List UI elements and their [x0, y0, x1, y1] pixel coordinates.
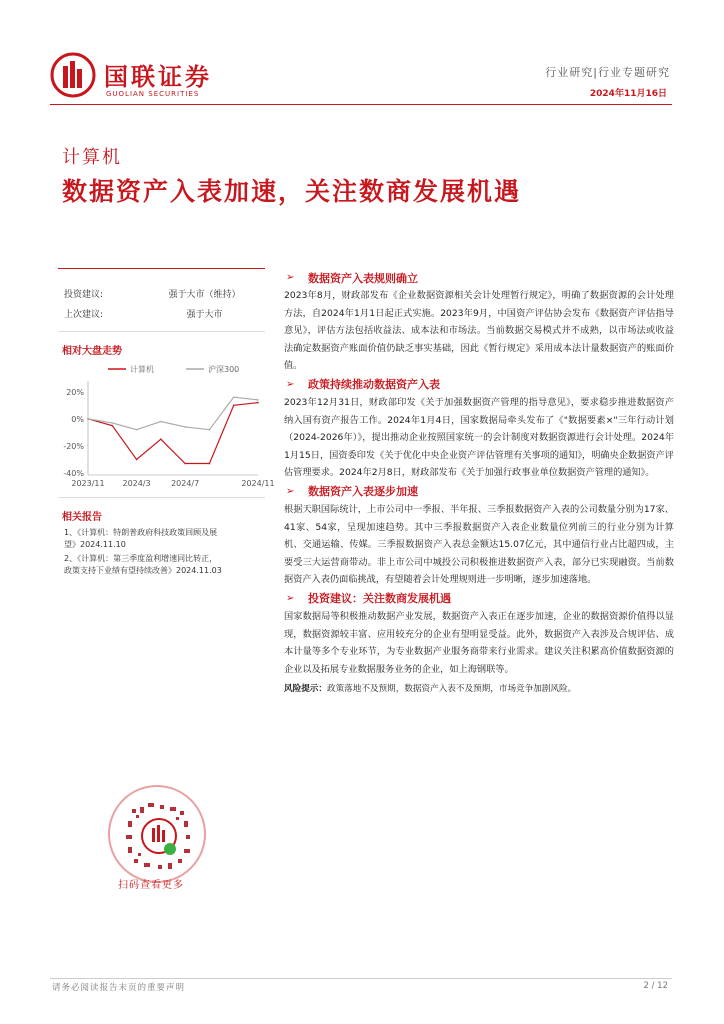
- main-content: [284, 268, 674, 697]
- rating-value: 强于大市（维持）: [168, 289, 241, 300]
- header-divider: [50, 104, 672, 105]
- data-point: [136, 429, 138, 431]
- related-report-line: 2、《计算机：第三季度盈利增速同比转正，: [64, 554, 218, 563]
- related-report-line: 1、《计算机：特朗普政府科技政策回顾及展: [64, 528, 218, 537]
- section-body: 2023年12月31日，财政部印发《关于加强数据资产管理的指导意见》，要求稳步推进数据资产纳入国有资产报告工作。2024年1月4日，国家数据局牵头发布了《"数据要素×"三年行动计划 （2024-2026年）》，提出推动企业按照国家统一的会计制度对数据资源进行会计处理。2024年1月15日，国资委印发《关于优化中央企业资产评估管理有关事项的通知》，明确央企数据资产评估管理要求。2024年2月8日，财政部发布《关于加强行政事业单位数据资产管理的通知》。: [284, 396, 674, 479]
- data-point: [87, 418, 89, 420]
- footer-divider: [50, 978, 672, 979]
- document-type: 行业研究|行业专题研究: [545, 66, 670, 79]
- arrow-bullet-icon: ➢: [286, 272, 295, 283]
- report-title: 数据资产入表加速，关注数商发展机遇: [62, 177, 522, 206]
- sidebar: [58, 268, 275, 579]
- footer-disclaimer[interactable]: 请务必阅读报告末页的重要声明: [52, 983, 186, 993]
- section-heading: [284, 482, 674, 501]
- related-report-item[interactable]: [58, 553, 265, 577]
- y-tick-label: 20%: [66, 387, 84, 397]
- section: [284, 589, 674, 678]
- logo-text: 国联证券: [104, 63, 212, 91]
- report-date: 2024年11月16日: [589, 89, 667, 99]
- section-heading-text: 投资建议：关注数商发展机遇: [308, 592, 451, 606]
- section: [284, 268, 674, 375]
- rating-row: [64, 283, 265, 303]
- risk-text: 政策落地不及预期，数据资产入表不及预期，市场竞争加剧风险。: [326, 684, 577, 695]
- x-tick-label: 2024/11: [241, 479, 275, 488]
- data-point: [257, 399, 259, 401]
- related-report-item[interactable]: [58, 527, 265, 551]
- x-tick-label: 2024/3: [122, 479, 151, 488]
- trend-chart-svg: [58, 361, 275, 491]
- section-heading: [284, 375, 674, 394]
- data-point: [233, 405, 235, 407]
- section-body: 2023年8月，财政部发布《企业数据资源相关会计处理暂行规定》，明确了数据资源的会计处理方法，自2024年1月1日起正式实施。2023年9月，中国资产评估协会发布《数据资产评估指导意见》，评估方法包括收益法、成本法和市场法。当前数据交易模式并不成熟，以市场法或收益法确定数据资产账面价值仍缺乏事实基础，因此《暂行规定》采用成本法计量数据资产的账面价值。: [284, 290, 674, 372]
- data-point: [209, 463, 211, 465]
- data-point: [111, 425, 113, 427]
- related-report-line: 望》2024.11.10: [64, 540, 126, 549]
- section: [284, 482, 674, 589]
- x-tick-label: 2023/11: [71, 479, 105, 488]
- data-point: [160, 421, 162, 423]
- qr-code[interactable]: [108, 785, 206, 883]
- data-point: [209, 429, 211, 431]
- arrow-bullet-icon: ➢: [286, 485, 295, 497]
- data-point: [184, 426, 186, 428]
- rating-row: [64, 303, 265, 323]
- related-report-line: 政策支持下业绩有望持续改善》2024.11.03: [64, 566, 222, 575]
- arrow-bullet-icon: ➢: [286, 378, 295, 390]
- relative-trend-chart: [58, 361, 275, 491]
- data-point: [136, 459, 138, 461]
- section-heading-text: 政策持续推动数据资产入表: [308, 378, 440, 392]
- guolian-logo-icon: [50, 52, 96, 98]
- legend-label: 计算机: [130, 365, 154, 374]
- risk-warning: [284, 682, 674, 697]
- section-body: 国家数据局等积极推动数据产业发展，数据资产入表正在逐步加速，企业的数据资源价值得以显现，数据资源较丰富、应用较充分的企业有望明显受益。此外，数据资产入表涉及合规评估、成本计量等多个专业环节，为专业数据产业服务商带来行业需求。建议关注积累高价值数据资源的企业以及拓展专业数据服务业务的企业，如上海钢联等。: [284, 610, 674, 675]
- section-heading: [284, 589, 674, 608]
- qr-caption: 扫码查看更多: [118, 880, 184, 891]
- logo-english-text: GUOLIAN SECURITIES: [106, 90, 200, 98]
- y-tick-label: -20%: [63, 441, 84, 451]
- qr-code-icon: [110, 787, 208, 885]
- y-tick-label: -40%: [63, 469, 84, 478]
- rating-label: 投资建议:: [64, 289, 104, 300]
- section-body: 根据天职国际统计，上市公司中一季报、半年报、三季报数据资产入表的公司数量分别为17家、41家、54家，呈现加速趋势。其中三季报数据资产入表企业数量位列前三的行业分别为计算机、交通运输、传媒。三季报数据资产入表总金额达15.07亿元，其中通信行业占比超四成，主要受三大运营商带动。非上市公司中城投公司积极推进数据资产入表，部分已实现融资。当前数据资产入表仍面临挑战，有望随着会计处理规则进一步明晰，逐步加速落地。: [284, 503, 674, 586]
- rating-block: [58, 268, 265, 332]
- data-point: [111, 422, 113, 424]
- series-line: [88, 397, 258, 429]
- section-heading: [284, 268, 674, 287]
- related-section-label: 相关报告: [62, 512, 102, 523]
- page-number: 2 / 12: [643, 981, 668, 991]
- data-point: [233, 396, 235, 398]
- section-heading-text: 数据资产入表逐步加速: [308, 485, 418, 499]
- rating-value: 强于大市: [186, 309, 223, 320]
- data-point: [257, 402, 259, 404]
- section-heading-text: 数据资产入表规则确立: [308, 271, 418, 285]
- series-line: [88, 403, 258, 464]
- arrow-bullet-icon: ➢: [286, 592, 295, 604]
- industry-label: 计算机: [62, 147, 122, 168]
- legend-label: 沪深300: [208, 365, 240, 374]
- page-header: [0, 0, 724, 110]
- rating-label: 上次建议:: [64, 309, 104, 320]
- trend-section-label: 相对大盘走势: [62, 346, 122, 357]
- section: [284, 375, 674, 482]
- x-tick-label: 2024/7: [171, 479, 200, 488]
- related-reports: [58, 497, 265, 577]
- risk-label: 风险提示：: [284, 684, 327, 695]
- y-tick-label: 0%: [71, 414, 84, 424]
- data-point: [184, 463, 186, 465]
- data-point: [160, 438, 162, 440]
